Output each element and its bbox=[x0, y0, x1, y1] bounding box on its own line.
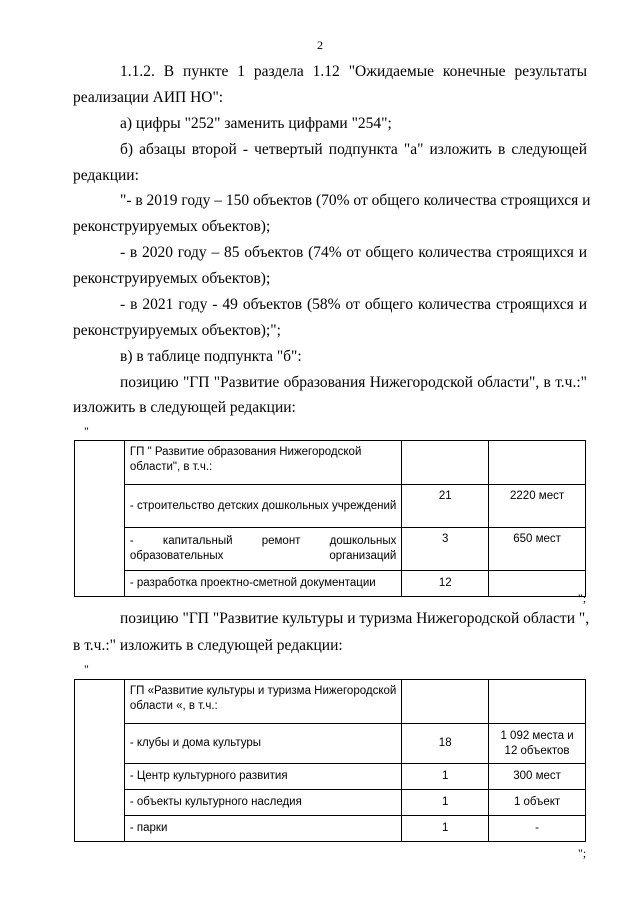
table-cell: 12 bbox=[402, 571, 489, 597]
paragraph-line: редакции: bbox=[73, 167, 139, 184]
paragraph-line: позицию "ГП "Развитие культуры и туризма Нижегородской области ", bbox=[120, 610, 590, 627]
table-cell: 1 092 места и 12 объектов bbox=[489, 724, 586, 764]
paragraph-line: изложить в следующей редакции: bbox=[73, 399, 296, 416]
page-number: 2 bbox=[317, 38, 323, 52]
table-cell: 1 bbox=[402, 764, 489, 790]
table-cell bbox=[402, 441, 489, 485]
paragraph-line: реализации АИП НО": bbox=[73, 89, 224, 106]
table-cell: 300 мест bbox=[489, 764, 586, 790]
paragraph-line: реконструируемых объектов); bbox=[73, 270, 271, 287]
table-row bbox=[75, 790, 586, 816]
open-quote: " bbox=[84, 662, 89, 676]
table-row bbox=[75, 441, 586, 485]
table-cell: 3 bbox=[402, 528, 489, 571]
table-cell: - Центр культурного развития bbox=[124, 764, 401, 790]
table-cell: ГП «Развитие культуры и туризма Нижегородской области «, в т.ч.: bbox=[124, 680, 401, 724]
empty-cell bbox=[75, 441, 125, 597]
paragraph-line: в т.ч.:" изложить в следующей редакции: bbox=[73, 637, 343, 654]
open-quote: " bbox=[84, 424, 89, 438]
table-cell: 1 bbox=[402, 816, 489, 842]
table-row bbox=[75, 528, 586, 571]
table-cell: 18 bbox=[402, 724, 489, 764]
paragraph-line: - в 2021 году - 49 объектов (58% от общего количества строящихся и bbox=[120, 296, 587, 313]
table-cell bbox=[124, 528, 401, 571]
table-cell bbox=[489, 441, 586, 485]
paragraph-line: в) в таблице подпункта "б": bbox=[120, 348, 302, 365]
table-cell: - парки bbox=[124, 816, 401, 842]
empty-cell bbox=[75, 680, 125, 842]
paragraph-line: позицию "ГП "Развитие образования Нижегородской области", в т.ч.:" bbox=[120, 374, 587, 391]
table-cell: 1 bbox=[402, 790, 489, 816]
paragraph-line: б) абзацы второй - четвертый подпункта "а" изложить в следующей bbox=[120, 141, 587, 158]
table-row bbox=[75, 764, 586, 790]
table-cell: 650 мест bbox=[489, 528, 586, 571]
table-row bbox=[75, 571, 586, 597]
table-cell: 1 объект bbox=[489, 790, 586, 816]
table-cell: 2220 мест bbox=[489, 485, 586, 528]
table-cell: - bbox=[489, 816, 586, 842]
table-cell bbox=[489, 680, 586, 724]
table-cell: ГП " Развитие образования Нижегородской области", в т.ч.: bbox=[124, 441, 401, 485]
table-education bbox=[74, 440, 586, 597]
table-cell-text: - капитальный ремонт дошкольных образовательных организаций bbox=[129, 535, 397, 562]
table-row bbox=[75, 680, 586, 724]
table-culture bbox=[74, 679, 586, 842]
table-row bbox=[75, 724, 586, 764]
paragraph-line: "- в 2019 году – 150 объектов (70% от общего количества строящихся и bbox=[120, 192, 591, 209]
paragraph-line: а) цифры "252" заменить цифрами "254"; bbox=[120, 115, 392, 132]
close-quote: "; bbox=[578, 591, 587, 605]
paragraph-line: реконструируемых объектов);"; bbox=[73, 322, 281, 339]
table-row bbox=[75, 816, 586, 842]
table-cell bbox=[124, 485, 401, 528]
table-cell-text: - строительство детских дошкольных учреждений bbox=[129, 499, 397, 512]
table-cell: 21 bbox=[402, 485, 489, 528]
paragraph-line: 1.1.2. В пункте 1 раздела 1.12 "Ожидаемые конечные результаты bbox=[120, 63, 587, 80]
table-cell bbox=[489, 571, 586, 597]
table-cell: - объекты культурного наследия bbox=[124, 790, 401, 816]
table-cell bbox=[402, 680, 489, 724]
table-cell: - клубы и дома культуры bbox=[124, 724, 401, 764]
table-cell: - разработка проектно-сметной документации bbox=[124, 571, 401, 597]
table-row bbox=[75, 485, 586, 528]
paragraph-line: реконструируемых объектов); bbox=[73, 218, 271, 235]
close-quote: "; bbox=[578, 846, 587, 860]
paragraph-line: - в 2020 году – 85 объектов (74% от общего количества строящихся и bbox=[120, 244, 587, 261]
